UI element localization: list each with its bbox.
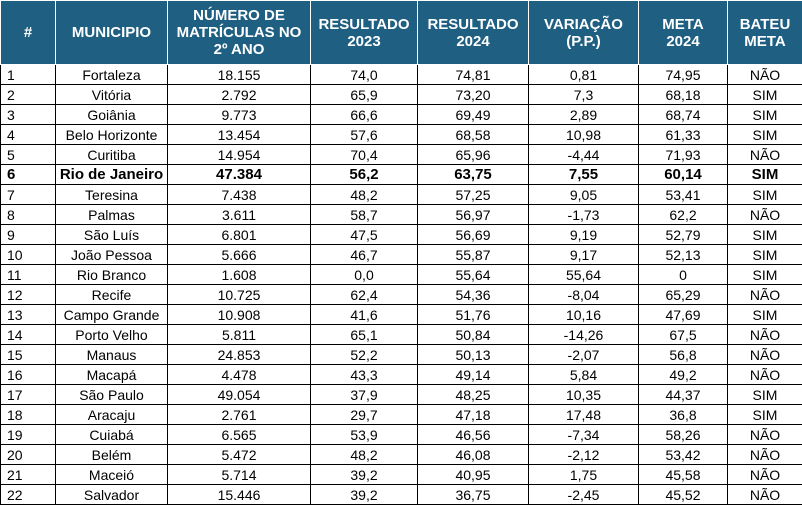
- cell-municipio: Rio de Janeiro: [56, 165, 168, 185]
- cell-meta-2024: 52,13: [639, 245, 728, 265]
- cell-variacao: 10,35: [529, 385, 639, 405]
- cell-resultado-2023: 29,7: [311, 405, 418, 425]
- cell-municipio: Fortaleza: [56, 65, 168, 85]
- header-row: [1, 1, 802, 65]
- cell-matriculas: 47.384: [168, 165, 311, 185]
- cell-meta-2024: 68,74: [639, 105, 728, 125]
- cell-resultado-2023: 41,6: [311, 305, 418, 325]
- cell-bateu-meta: SIM: [728, 245, 802, 265]
- cell-resultado-2023: 66,6: [311, 105, 418, 125]
- cell-bateu-meta: NÃO: [728, 445, 802, 465]
- cell-matriculas: 24.853: [168, 345, 311, 365]
- cell-matriculas: 7.438: [168, 185, 311, 205]
- cell-resultado-2024: 47,18: [418, 405, 529, 425]
- cell-variacao: -2,07: [529, 345, 639, 365]
- table-row: [1, 325, 802, 345]
- cell-variacao: -2,45: [529, 485, 639, 505]
- cell-matriculas: 10.908: [168, 305, 311, 325]
- cell-meta-2024: 45,52: [639, 485, 728, 505]
- cell-rank: 10: [1, 245, 56, 265]
- table-row: [1, 345, 802, 365]
- cell-rank: 3: [1, 105, 56, 125]
- cell-matriculas: 9.773: [168, 105, 311, 125]
- cell-bateu-meta: NÃO: [728, 485, 802, 505]
- cell-resultado-2024: 49,14: [418, 365, 529, 385]
- cell-resultado-2024: 65,96: [418, 145, 529, 165]
- cell-bateu-meta: SIM: [728, 385, 802, 405]
- cell-bateu-meta: SIM: [728, 165, 802, 185]
- cell-municipio: João Pessoa: [56, 245, 168, 265]
- cell-resultado-2024: 74,81: [418, 65, 529, 85]
- header-variacao: VARIAÇÃO (P.P.): [529, 1, 639, 65]
- cell-resultado-2024: 50,84: [418, 325, 529, 345]
- cell-matriculas: 2.792: [168, 85, 311, 105]
- cell-resultado-2023: 56,2: [311, 165, 418, 185]
- cell-resultado-2023: 48,2: [311, 185, 418, 205]
- header-bateu-meta: BATEU META: [728, 1, 802, 65]
- cell-municipio: Goiânia: [56, 105, 168, 125]
- table-row: [1, 405, 802, 425]
- cell-matriculas: 6.801: [168, 225, 311, 245]
- cell-resultado-2024: 48,25: [418, 385, 529, 405]
- cell-municipio: Aracaju: [56, 405, 168, 425]
- cell-meta-2024: 47,69: [639, 305, 728, 325]
- cell-resultado-2024: 68,58: [418, 125, 529, 145]
- cell-resultado-2024: 46,08: [418, 445, 529, 465]
- cell-matriculas: 1.608: [168, 265, 311, 285]
- table-row: [1, 165, 802, 185]
- table-row: [1, 65, 802, 85]
- cell-rank: 9: [1, 225, 56, 245]
- cell-municipio: Recife: [56, 285, 168, 305]
- cell-resultado-2024: 63,75: [418, 165, 529, 185]
- cell-resultado-2024: 56,69: [418, 225, 529, 245]
- cell-meta-2024: 71,93: [639, 145, 728, 165]
- table-row: [1, 365, 802, 385]
- cell-matriculas: 10.725: [168, 285, 311, 305]
- cell-variacao: 1,75: [529, 465, 639, 485]
- cell-variacao: 5,84: [529, 365, 639, 385]
- cell-municipio: Campo Grande: [56, 305, 168, 325]
- cell-meta-2024: 56,8: [639, 345, 728, 365]
- cell-variacao: 0,81: [529, 65, 639, 85]
- cell-resultado-2024: 55,87: [418, 245, 529, 265]
- table-header: [1, 1, 802, 65]
- cell-meta-2024: 49,2: [639, 365, 728, 385]
- cell-resultado-2024: 51,76: [418, 305, 529, 325]
- cell-municipio: São Paulo: [56, 385, 168, 405]
- cell-resultado-2024: 73,20: [418, 85, 529, 105]
- cell-resultado-2024: 56,97: [418, 205, 529, 225]
- cell-resultado-2023: 48,2: [311, 445, 418, 465]
- cell-matriculas: 3.611: [168, 205, 311, 225]
- cell-meta-2024: 53,41: [639, 185, 728, 205]
- cell-matriculas: 2.761: [168, 405, 311, 425]
- cell-rank: 14: [1, 325, 56, 345]
- cell-rank: 6: [1, 165, 56, 185]
- cell-bateu-meta: SIM: [728, 305, 802, 325]
- table-row: [1, 245, 802, 265]
- cell-resultado-2023: 39,2: [311, 485, 418, 505]
- cell-rank: 4: [1, 125, 56, 145]
- cell-bateu-meta: SIM: [728, 125, 802, 145]
- header-municipio: MUNICIPIO: [56, 1, 168, 65]
- cell-meta-2024: 60,14: [639, 165, 728, 185]
- cell-variacao: 7,55: [529, 165, 639, 185]
- cell-resultado-2023: 47,5: [311, 225, 418, 245]
- cell-municipio: Maceió: [56, 465, 168, 485]
- cell-bateu-meta: SIM: [728, 225, 802, 245]
- cell-municipio: Belo Horizonte: [56, 125, 168, 145]
- cell-variacao: 17,48: [529, 405, 639, 425]
- cell-resultado-2024: 69,49: [418, 105, 529, 125]
- cell-variacao: -2,12: [529, 445, 639, 465]
- cell-variacao: -7,34: [529, 425, 639, 445]
- table-row: [1, 225, 802, 245]
- cell-rank: 18: [1, 405, 56, 425]
- cell-meta-2024: 45,58: [639, 465, 728, 485]
- cell-resultado-2023: 74,0: [311, 65, 418, 85]
- cell-rank: 21: [1, 465, 56, 485]
- table-row: [1, 145, 802, 165]
- cell-variacao: -4,44: [529, 145, 639, 165]
- cell-resultado-2024: 50,13: [418, 345, 529, 365]
- table-row: [1, 205, 802, 225]
- cell-resultado-2023: 52,2: [311, 345, 418, 365]
- cell-matriculas: 5.811: [168, 325, 311, 345]
- cell-meta-2024: 52,79: [639, 225, 728, 245]
- cell-resultado-2023: 65,9: [311, 85, 418, 105]
- cell-resultado-2024: 36,75: [418, 485, 529, 505]
- cell-rank: 2: [1, 85, 56, 105]
- cell-meta-2024: 36,8: [639, 405, 728, 425]
- cell-rank: 16: [1, 365, 56, 385]
- cell-bateu-meta: SIM: [728, 105, 802, 125]
- cell-variacao: -8,04: [529, 285, 639, 305]
- cell-resultado-2023: 70,4: [311, 145, 418, 165]
- cell-municipio: São Luís: [56, 225, 168, 245]
- cell-bateu-meta: NÃO: [728, 365, 802, 385]
- table-row: [1, 385, 802, 405]
- table-body: [1, 65, 802, 505]
- cell-matriculas: 14.954: [168, 145, 311, 165]
- cell-rank: 11: [1, 265, 56, 285]
- cell-meta-2024: 53,42: [639, 445, 728, 465]
- cell-bateu-meta: NÃO: [728, 285, 802, 305]
- cell-municipio: Belém: [56, 445, 168, 465]
- cell-bateu-meta: SIM: [728, 185, 802, 205]
- cell-municipio: Macapá: [56, 365, 168, 385]
- table-row: [1, 105, 802, 125]
- cell-matriculas: 6.565: [168, 425, 311, 445]
- cell-meta-2024: 44,37: [639, 385, 728, 405]
- cell-variacao: -1,73: [529, 205, 639, 225]
- cell-municipio: Palmas: [56, 205, 168, 225]
- cell-variacao: 9,19: [529, 225, 639, 245]
- cell-bateu-meta: NÃO: [728, 205, 802, 225]
- table-row: [1, 285, 802, 305]
- cell-bateu-meta: SIM: [728, 405, 802, 425]
- cell-matriculas: 13.454: [168, 125, 311, 145]
- cell-municipio: Cuiabá: [56, 425, 168, 445]
- header-matriculas: NÚMERO DE MATRÍCULAS NO 2º ANO: [168, 1, 311, 65]
- header-rank: #: [1, 1, 56, 65]
- cell-meta-2024: 0: [639, 265, 728, 285]
- table-row: [1, 265, 802, 285]
- cell-rank: 12: [1, 285, 56, 305]
- cell-rank: 17: [1, 385, 56, 405]
- cell-bateu-meta: NÃO: [728, 465, 802, 485]
- cell-matriculas: 18.155: [168, 65, 311, 85]
- cell-bateu-meta: NÃO: [728, 65, 802, 85]
- cell-municipio: Manaus: [56, 345, 168, 365]
- cell-meta-2024: 62,2: [639, 205, 728, 225]
- cell-meta-2024: 67,5: [639, 325, 728, 345]
- cell-variacao: 7,3: [529, 85, 639, 105]
- header-resultado-2024: RESULTADO 2024: [418, 1, 529, 65]
- cell-variacao: 55,64: [529, 265, 639, 285]
- cell-resultado-2023: 53,9: [311, 425, 418, 445]
- cell-bateu-meta: NÃO: [728, 145, 802, 165]
- header-meta-2024: META 2024: [639, 1, 728, 65]
- cell-variacao: 10,98: [529, 125, 639, 145]
- cell-resultado-2023: 43,3: [311, 365, 418, 385]
- header-resultado-2023: RESULTADO 2023: [311, 1, 418, 65]
- cell-rank: 15: [1, 345, 56, 365]
- cell-matriculas: 5.666: [168, 245, 311, 265]
- table-row: [1, 185, 802, 205]
- cell-meta-2024: 68,18: [639, 85, 728, 105]
- cell-rank: 20: [1, 445, 56, 465]
- cell-resultado-2023: 58,7: [311, 205, 418, 225]
- cell-matriculas: 5.714: [168, 465, 311, 485]
- cell-variacao: 9,05: [529, 185, 639, 205]
- cell-rank: 8: [1, 205, 56, 225]
- cell-municipio: Teresina: [56, 185, 168, 205]
- cell-bateu-meta: SIM: [728, 85, 802, 105]
- cell-resultado-2024: 40,95: [418, 465, 529, 485]
- cell-meta-2024: 61,33: [639, 125, 728, 145]
- cell-bateu-meta: NÃO: [728, 325, 802, 345]
- cell-municipio: Rio Branco: [56, 265, 168, 285]
- cell-rank: 7: [1, 185, 56, 205]
- cell-bateu-meta: NÃO: [728, 345, 802, 365]
- cell-resultado-2023: 62,4: [311, 285, 418, 305]
- cell-resultado-2024: 57,25: [418, 185, 529, 205]
- cell-variacao: 9,17: [529, 245, 639, 265]
- cell-rank: 1: [1, 65, 56, 85]
- cell-matriculas: 4.478: [168, 365, 311, 385]
- cell-municipio: Curitiba: [56, 145, 168, 165]
- cell-municipio: Porto Velho: [56, 325, 168, 345]
- cell-municipio: Vitória: [56, 85, 168, 105]
- cell-resultado-2024: 54,36: [418, 285, 529, 305]
- cell-bateu-meta: NÃO: [728, 425, 802, 445]
- cell-matriculas: 49.054: [168, 385, 311, 405]
- cell-matriculas: 15.446: [168, 485, 311, 505]
- cell-resultado-2024: 46,56: [418, 425, 529, 445]
- table-row: [1, 485, 802, 505]
- cell-resultado-2023: 0,0: [311, 265, 418, 285]
- table-row: [1, 125, 802, 145]
- table-row: [1, 85, 802, 105]
- table-row: [1, 465, 802, 485]
- cell-variacao: 10,16: [529, 305, 639, 325]
- cell-municipio: Salvador: [56, 485, 168, 505]
- cell-resultado-2023: 57,6: [311, 125, 418, 145]
- cell-matriculas: 5.472: [168, 445, 311, 465]
- cell-resultado-2023: 46,7: [311, 245, 418, 265]
- cell-rank: 13: [1, 305, 56, 325]
- cell-meta-2024: 65,29: [639, 285, 728, 305]
- cell-rank: 19: [1, 425, 56, 445]
- cell-meta-2024: 58,26: [639, 425, 728, 445]
- table-row: [1, 445, 802, 465]
- cell-resultado-2023: 65,1: [311, 325, 418, 345]
- table-row: [1, 305, 802, 325]
- cell-rank: 22: [1, 485, 56, 505]
- cell-resultado-2024: 55,64: [418, 265, 529, 285]
- cell-meta-2024: 74,95: [639, 65, 728, 85]
- cell-variacao: -14,26: [529, 325, 639, 345]
- cell-bateu-meta: SIM: [728, 265, 802, 285]
- cell-resultado-2023: 37,9: [311, 385, 418, 405]
- cell-variacao: 2,89: [529, 105, 639, 125]
- cell-resultado-2023: 39,2: [311, 465, 418, 485]
- cell-rank: 5: [1, 145, 56, 165]
- table-row: [1, 425, 802, 445]
